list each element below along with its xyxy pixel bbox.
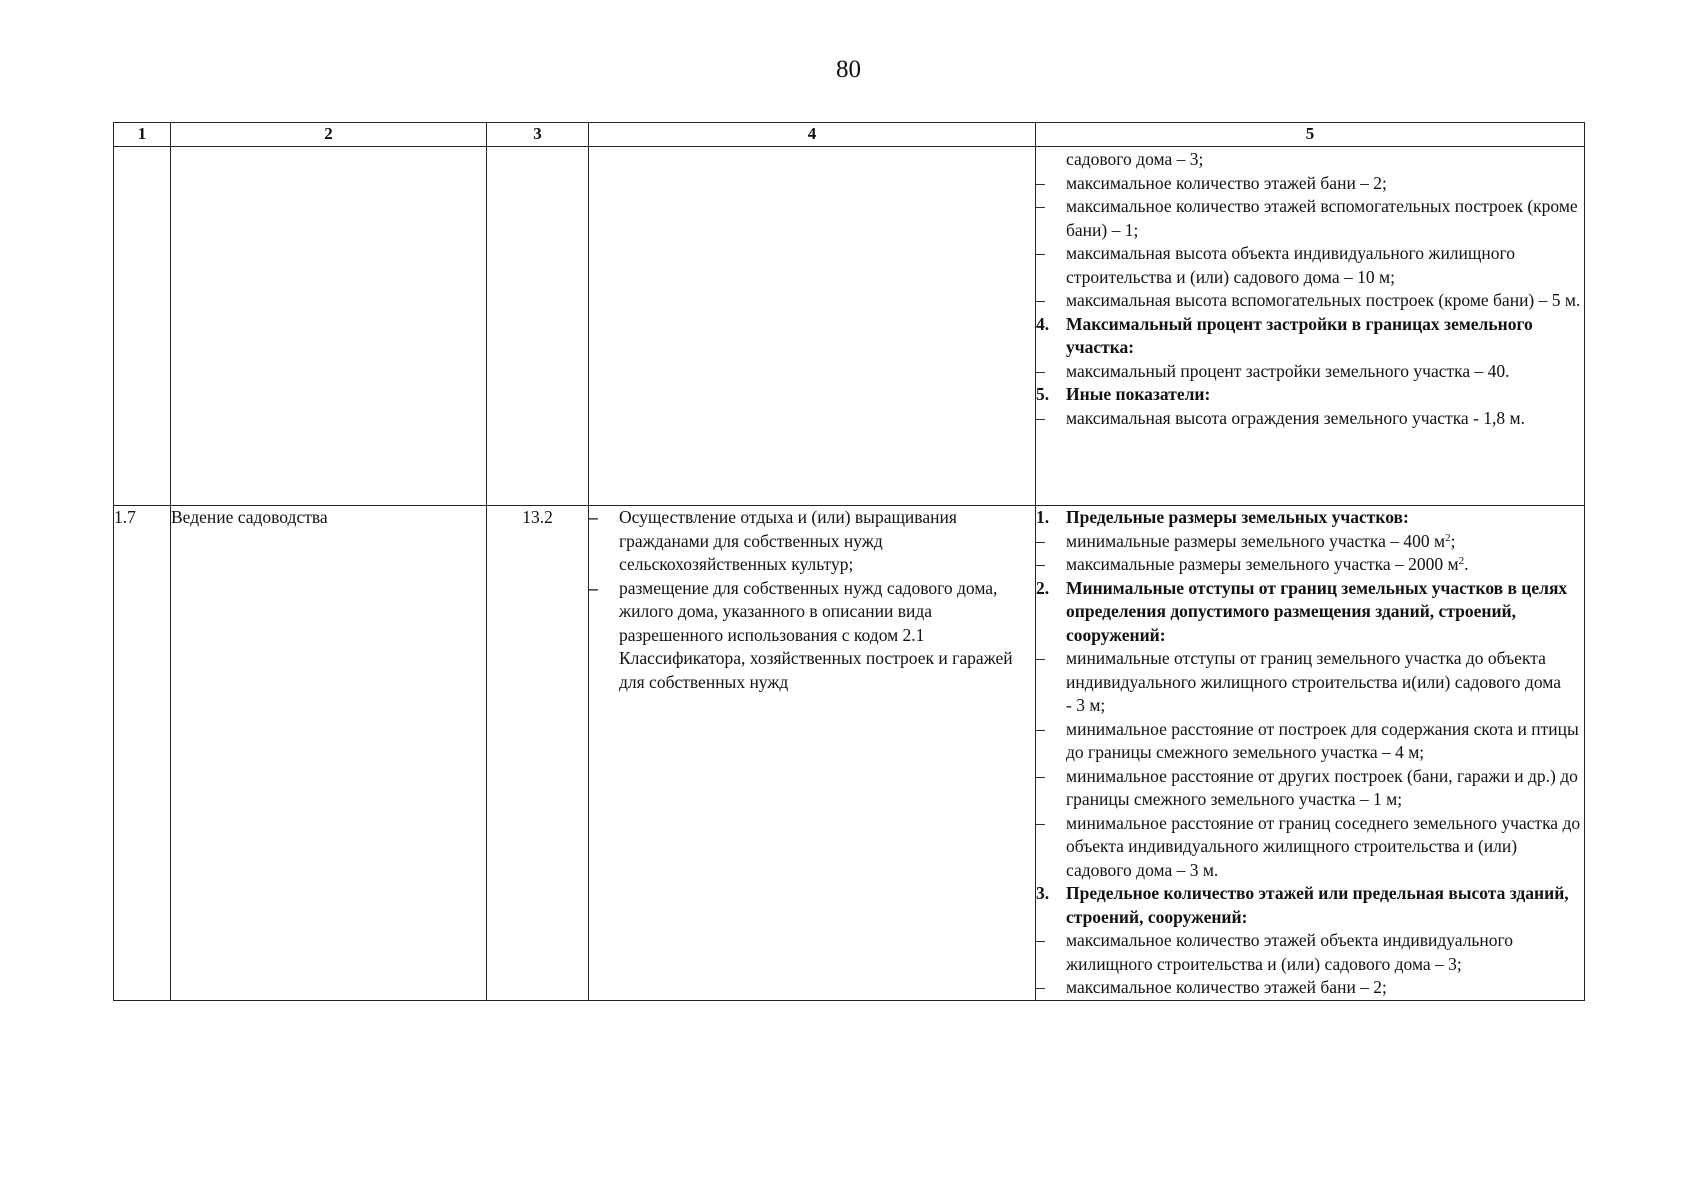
cell-empty: [171, 147, 487, 506]
dash-marker: –: [1036, 930, 1045, 950]
table-row-continuation: [114, 147, 1585, 506]
item-text: максимальное количество этажей вспомогательных построек (кроме бани) – 1;: [1066, 196, 1578, 240]
item-suffix: .: [1464, 554, 1469, 574]
dash-marker: –: [589, 507, 598, 527]
item-text: минимальное расстояние от границ соседнего земельного участка до объекта индивидуального жилищного строительства и (или) садового дома – 3 м.: [1066, 812, 1581, 880]
list-item: [1036, 289, 1584, 313]
parameter-list: [1036, 506, 1584, 1000]
dash-marker: –: [1036, 172, 1045, 193]
cell-empty: [589, 147, 1036, 506]
item-text: максимальное количество этажей объекта индивидуального жилищного строительства и (или) садового дома – 3;: [1066, 930, 1514, 974]
dash-marker: –: [1036, 977, 1045, 997]
cell-parameters: [1036, 147, 1585, 506]
cell-code: 13.2: [487, 506, 589, 1001]
item-text: минимальное расстояние от построек для содержания скота и птицы до границы смежного земельного участка – 4 м;: [1066, 718, 1579, 762]
list-item: [1036, 553, 1584, 577]
header-col-5: 5: [1036, 123, 1585, 147]
dash-marker: –: [1036, 765, 1045, 786]
header-col-2: 2: [171, 123, 487, 147]
item-text: минимальные отступы от границ земельного участка до объекта индивидуального жилищного строительства и(или) садового дома: [1066, 648, 1561, 692]
item-text: Максимальный процент застройки в границах земельного участка:: [1066, 313, 1533, 357]
dash-marker: –: [1036, 360, 1045, 381]
item-text: размещение для собственных нужд садового дома, жилого дома, указанного в описании вида разрешенного использования с кодом 2.1 Классификатора, хозяйственных построек и гаражей для собственных нужд: [619, 577, 1013, 692]
item-text: максимальная высота ограждения земельного участка - 1,8 м.: [1066, 407, 1525, 428]
list-item: [1036, 360, 1584, 384]
item-text: максимальная высота вспомогательных построек (кроме бани) – 5 м.: [1066, 290, 1581, 310]
header-col-3: 3: [487, 123, 589, 147]
dash-marker: –: [589, 577, 598, 598]
item-text: Осуществление отдыха и (или) выращивания гражданами для собственных нужд сельскохозяйственных культур;: [619, 507, 957, 574]
cell-empty: [114, 147, 171, 506]
list-item: [1036, 647, 1584, 694]
list-item: [1036, 530, 1584, 554]
list-item: [589, 506, 1035, 577]
dash-marker: –: [1036, 648, 1045, 668]
item-text: максимальное количество этажей бани – 2;: [1066, 977, 1387, 997]
dash-marker: –: [1036, 407, 1045, 428]
cell-parameters: [1036, 506, 1585, 1001]
dash-marker: –: [1036, 812, 1045, 833]
number-marker: 4.: [1036, 313, 1050, 334]
number-marker: 2.: [1036, 577, 1050, 598]
item-suffix: ;: [1450, 530, 1456, 551]
item-text: Минимальные отступы от границ земельных участков в целях определения допустимого размещения зданий, строений, сооружений:: [1066, 577, 1568, 645]
list-item: [1036, 718, 1584, 765]
number-marker: 5.: [1036, 384, 1050, 404]
list-item: [1036, 812, 1584, 883]
list-item: [1036, 407, 1584, 431]
dash-marker: –: [1036, 196, 1045, 216]
item-text: - 3 м;: [1066, 695, 1106, 715]
dash-marker: –: [1036, 530, 1045, 551]
list-item: [1036, 195, 1584, 242]
item-text: минимальные размеры земельного участка – 400 м: [1066, 530, 1446, 551]
item-text: Иные показатели:: [1066, 384, 1211, 404]
cell-empty: [487, 147, 589, 506]
list-item: [1036, 506, 1584, 530]
cell-number: 1.7: [114, 506, 171, 1001]
list-item: [1036, 313, 1584, 360]
superscript: 2: [1445, 531, 1451, 544]
list-item: [1036, 148, 1584, 172]
list-item: [1036, 577, 1584, 648]
list-item: [1036, 976, 1584, 1000]
cell-use-name: Ведение садоводства: [171, 506, 487, 1001]
list-item: [1036, 383, 1584, 407]
item-text: максимальное количество этажей бани – 2;: [1066, 172, 1387, 193]
item-text: максимальный процент застройки земельного участка – 40.: [1066, 360, 1510, 381]
table-row-1-7: [114, 506, 1585, 1001]
number-marker: 1.: [1036, 507, 1050, 527]
header-col-1: 1: [114, 123, 171, 147]
list-item: [1036, 765, 1584, 812]
list-item: [589, 577, 1035, 695]
header-row: [114, 123, 1585, 147]
item-text: Предельные размеры земельных участков:: [1066, 507, 1409, 527]
item-text: максимальные размеры земельного участка – 2000 м: [1066, 554, 1459, 574]
item-text: максимальная высота объекта индивидуального жилищного строительства и (или) садового дома – 10 м;: [1066, 243, 1515, 287]
description-list: [589, 506, 1035, 694]
number-marker: 3.: [1036, 883, 1050, 903]
list-item: [1036, 882, 1584, 929]
cell-description: [589, 506, 1036, 1001]
item-text: минимальное расстояние от других построек (бани, гаражи и др.) до границы смежного земельного участка – 1 м;: [1066, 765, 1578, 809]
list-item: [1036, 242, 1584, 289]
item-text: садового дома – 3;: [1066, 149, 1204, 169]
header-col-4: 4: [589, 123, 1036, 147]
page-number: 80: [836, 56, 861, 83]
dash-marker: –: [1036, 718, 1045, 739]
list-item: [1036, 694, 1584, 718]
dash-marker: –: [1036, 554, 1045, 574]
parameter-list: [1036, 148, 1584, 430]
list-item: [1036, 172, 1584, 196]
superscript: 2: [1458, 555, 1465, 567]
regulations-table: [113, 122, 1585, 1001]
dash-marker: –: [1036, 243, 1045, 263]
dash-marker: –: [1036, 290, 1045, 310]
item-text: Предельное количество этажей или предельная высота зданий, строений, сооружений:: [1066, 883, 1569, 927]
list-item: [1036, 929, 1584, 976]
